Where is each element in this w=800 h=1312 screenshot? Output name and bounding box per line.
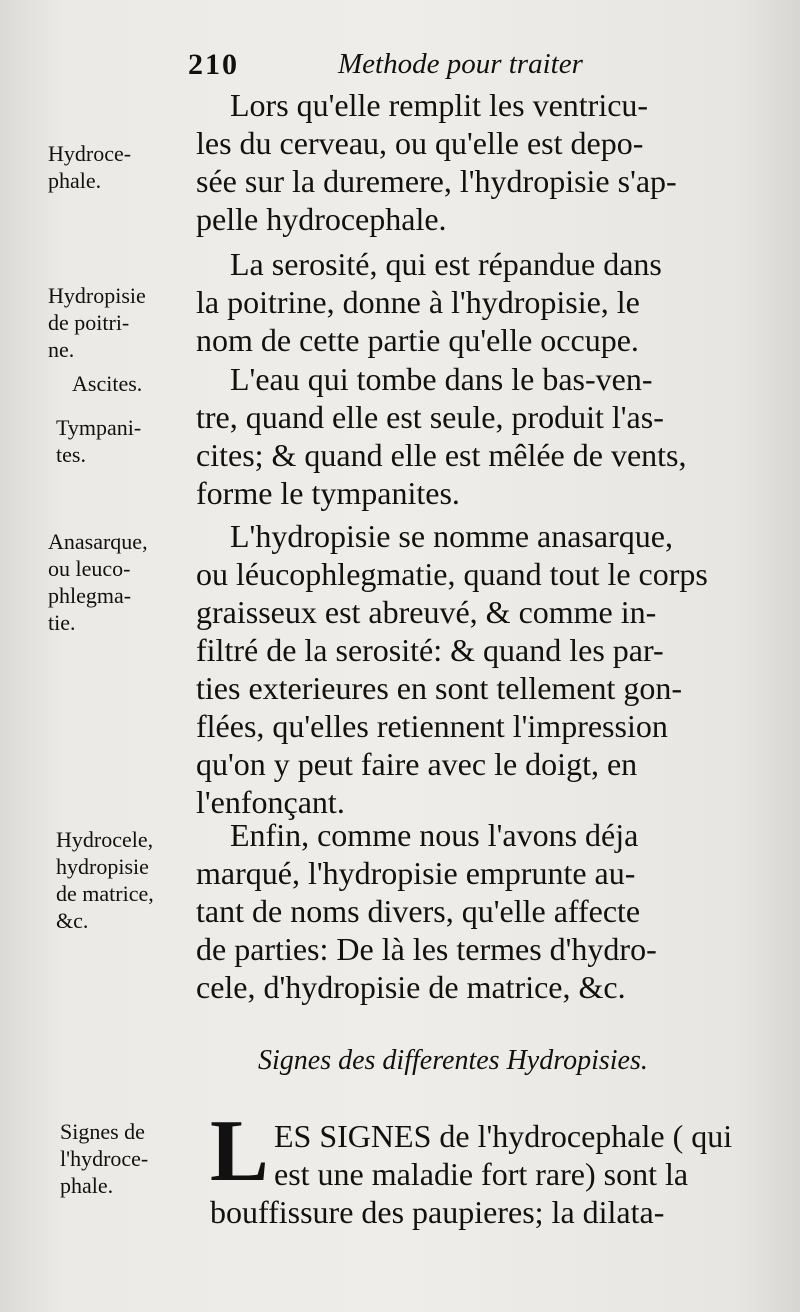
text-line: bouffissure des paupieres; la dilata-	[210, 1194, 665, 1230]
text-line: Enfin, comme nous l'avons déja	[230, 817, 639, 853]
page-number: 210	[188, 48, 239, 81]
section-heading: Signes des differentes Hydropisies.	[258, 1045, 648, 1076]
margin-note-line: l'hydroce-	[60, 1146, 149, 1171]
margin-note-line: Hydrocele,	[56, 827, 154, 852]
margin-note-hydrocephale	[48, 140, 198, 194]
margin-note-line: hydropisie	[56, 854, 149, 879]
margin-note-hydrocele	[56, 826, 206, 934]
text-line: cites; & quand elle est mêlée de vents,	[196, 437, 687, 473]
text-line: L'hydropisie se nomme anasarque,	[230, 518, 673, 554]
text-line: cele, d'hydropisie de matrice, &c.	[196, 969, 626, 1005]
text-line: ties exterieures en sont tellement gon-	[196, 670, 683, 706]
text-line: filtré de la serosité: & quand les par-	[196, 632, 664, 668]
text-line: la poitrine, donne à l'hydropisie, le	[196, 284, 640, 320]
first-line-rest: de l'hydrocephale ( qui	[431, 1118, 733, 1154]
text-line-first	[274, 1117, 732, 1155]
margin-note-line: phale.	[48, 168, 102, 193]
running-title: Methode pour traiter	[338, 48, 583, 80]
margin-note-line: Hydropisie	[48, 283, 146, 308]
margin-note-signes-hydrocephale	[60, 1118, 210, 1199]
text-line: L'eau qui tombe dans le bas-ven-	[230, 361, 653, 397]
text-line: pelle hydrocephale.	[196, 201, 447, 237]
drop-cap: L	[210, 1103, 269, 1200]
text-line: forme le tympanites.	[196, 475, 460, 511]
text-line: tant de noms divers, qu'elle affecte	[196, 893, 641, 929]
text-line: Lors qu'elle remplit les ventricu-	[230, 87, 649, 123]
margin-note-line: Anasarque,	[48, 529, 148, 554]
text-line: est une maladie fort rare) sont la	[274, 1156, 689, 1192]
margin-note-line: Tympani-	[56, 415, 142, 440]
margin-note-line: tie.	[48, 610, 76, 635]
margin-note-ascites	[72, 370, 222, 397]
text-line: nom de cette partie qu'elle occupe.	[196, 322, 639, 358]
text-line: tre, quand elle est seule, produit l'as-	[196, 399, 664, 435]
text-line: ou léucophlegmatie, quand tout le corps	[196, 556, 708, 592]
text-line: sée sur la duremere, l'hydropisie s'ap-	[196, 163, 677, 199]
margin-note-hydropisie-poitrine	[48, 282, 198, 363]
page-header	[188, 48, 748, 88]
margin-note-line: Hydroce-	[48, 141, 132, 166]
margin-note-line: Signes de	[60, 1119, 145, 1144]
margin-note-line: de poitri-	[48, 310, 130, 335]
text-line: qu'on y peut faire avec le doigt, en	[196, 746, 638, 782]
margin-note-tympanites	[56, 414, 206, 468]
margin-note-line: &c.	[56, 908, 89, 933]
text-line: graisseux est abreuvé, & comme in-	[196, 594, 657, 630]
margin-note-line: tes.	[56, 442, 86, 467]
text-line: flées, qu'elles retiennent l'impression	[196, 708, 668, 744]
text-line: marqué, l'hydropisie emprunte au-	[196, 855, 636, 891]
text-line: La serosité, qui est répandue dans	[230, 246, 662, 282]
text-line: de parties: De là les termes d'hydro-	[196, 931, 657, 967]
margin-note-line: ne.	[48, 337, 75, 362]
margin-note-line: Ascites.	[72, 371, 143, 396]
margin-note-line: phlegma-	[48, 583, 132, 608]
first-word: ES SIGNES	[274, 1118, 432, 1154]
margin-note-line: phale.	[60, 1173, 114, 1198]
text-line: l'enfonçant.	[196, 784, 345, 820]
margin-note-line: ou leuco-	[48, 556, 131, 581]
margin-note-anasarque	[48, 528, 198, 636]
margin-note-line: de matrice,	[56, 881, 154, 906]
text-line: les du cerveau, ou qu'elle est depo-	[196, 125, 644, 161]
